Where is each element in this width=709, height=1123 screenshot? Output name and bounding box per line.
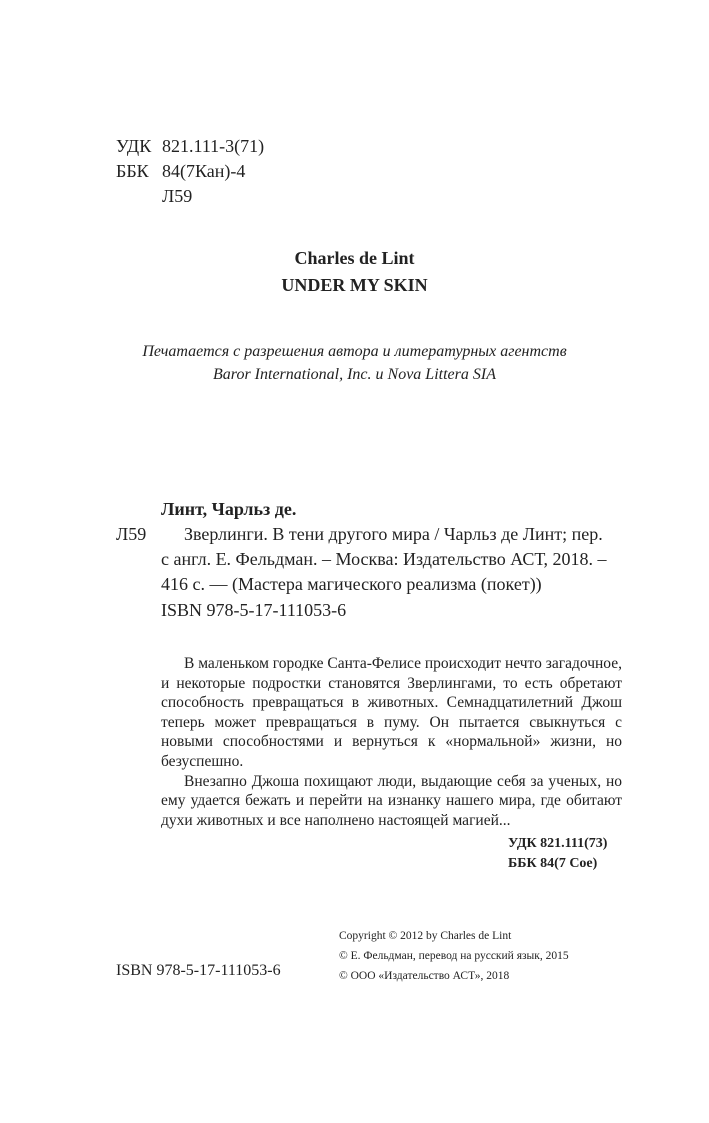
annotation-bbk: ББК 84(7 Сое)	[508, 856, 598, 871]
permission-line-1: Печатается с разрешения автора и литературных агентств	[142, 343, 567, 360]
catalog-isbn: ISBN 978-5-17-111053-6	[161, 600, 347, 620]
annotation	[161, 654, 622, 830]
udk-label: УДК	[116, 136, 152, 156]
original-title: UNDER MY SKIN	[281, 275, 428, 295]
copyright-line-3: © ООО «Издательство АСТ», 2018	[339, 970, 510, 982]
bbk-row	[116, 158, 245, 184]
copyright-block	[339, 926, 569, 986]
copyright-line-2: © Е. Фельдман, перевод на русский язык, 2015	[339, 950, 569, 962]
original-author: Charles de Lint	[294, 248, 415, 268]
udk-row	[116, 133, 264, 159]
permission-line-2: Baror International, Inc. и Nova Littera SIA	[213, 366, 496, 383]
catalog-line-2: с англ. Е. Фельдман. – Москва: Издательство АСТ, 2018. –	[161, 549, 607, 569]
udk-value: 821.111-3(71)	[162, 136, 265, 156]
catalog-code: Л59	[116, 524, 147, 544]
catalog-line-1: Зверлинги. В тени другого мира / Чарльз де Линт; пер.	[184, 524, 603, 544]
annotation-udk: УДК 821.111(73)	[508, 836, 608, 851]
author-mark: Л59	[162, 186, 193, 206]
annotation-paragraph-1: В маленьком городке Санта-Фелисе происходит нечто загадочное, и некоторые подростки становятся Зверлингами, то есть обретают способность превращаться в животных. Семнадцатилетний Джош теперь может превращаться в пуму. Он пытается свыкнуться с новыми способностями и вернуться к «нормальной» жизни, но безуспешно.	[161, 655, 622, 770]
annotation-paragraph-2: Внезапно Джоша похищают люди, выдающие себя за ученых, но ему удается бежать и перейти на изнанку нашего мира, где обитают духи животных и все наполнено настоящей магией...	[161, 772, 622, 829]
bbk-value: 84(7Кан)-4	[162, 161, 246, 181]
catalog-author: Линт, Чарльз де.	[161, 499, 297, 519]
bbk-label: ББК	[116, 161, 149, 181]
catalog-line-3: 416 с. — (Мастера магического реализма (покет))	[161, 574, 542, 594]
annotation-codes	[508, 834, 607, 874]
footer-isbn: ISBN 978-5-17-111053-6	[116, 962, 281, 979]
copyright-line-1: Copyright © 2012 by Charles de Lint	[339, 930, 512, 942]
